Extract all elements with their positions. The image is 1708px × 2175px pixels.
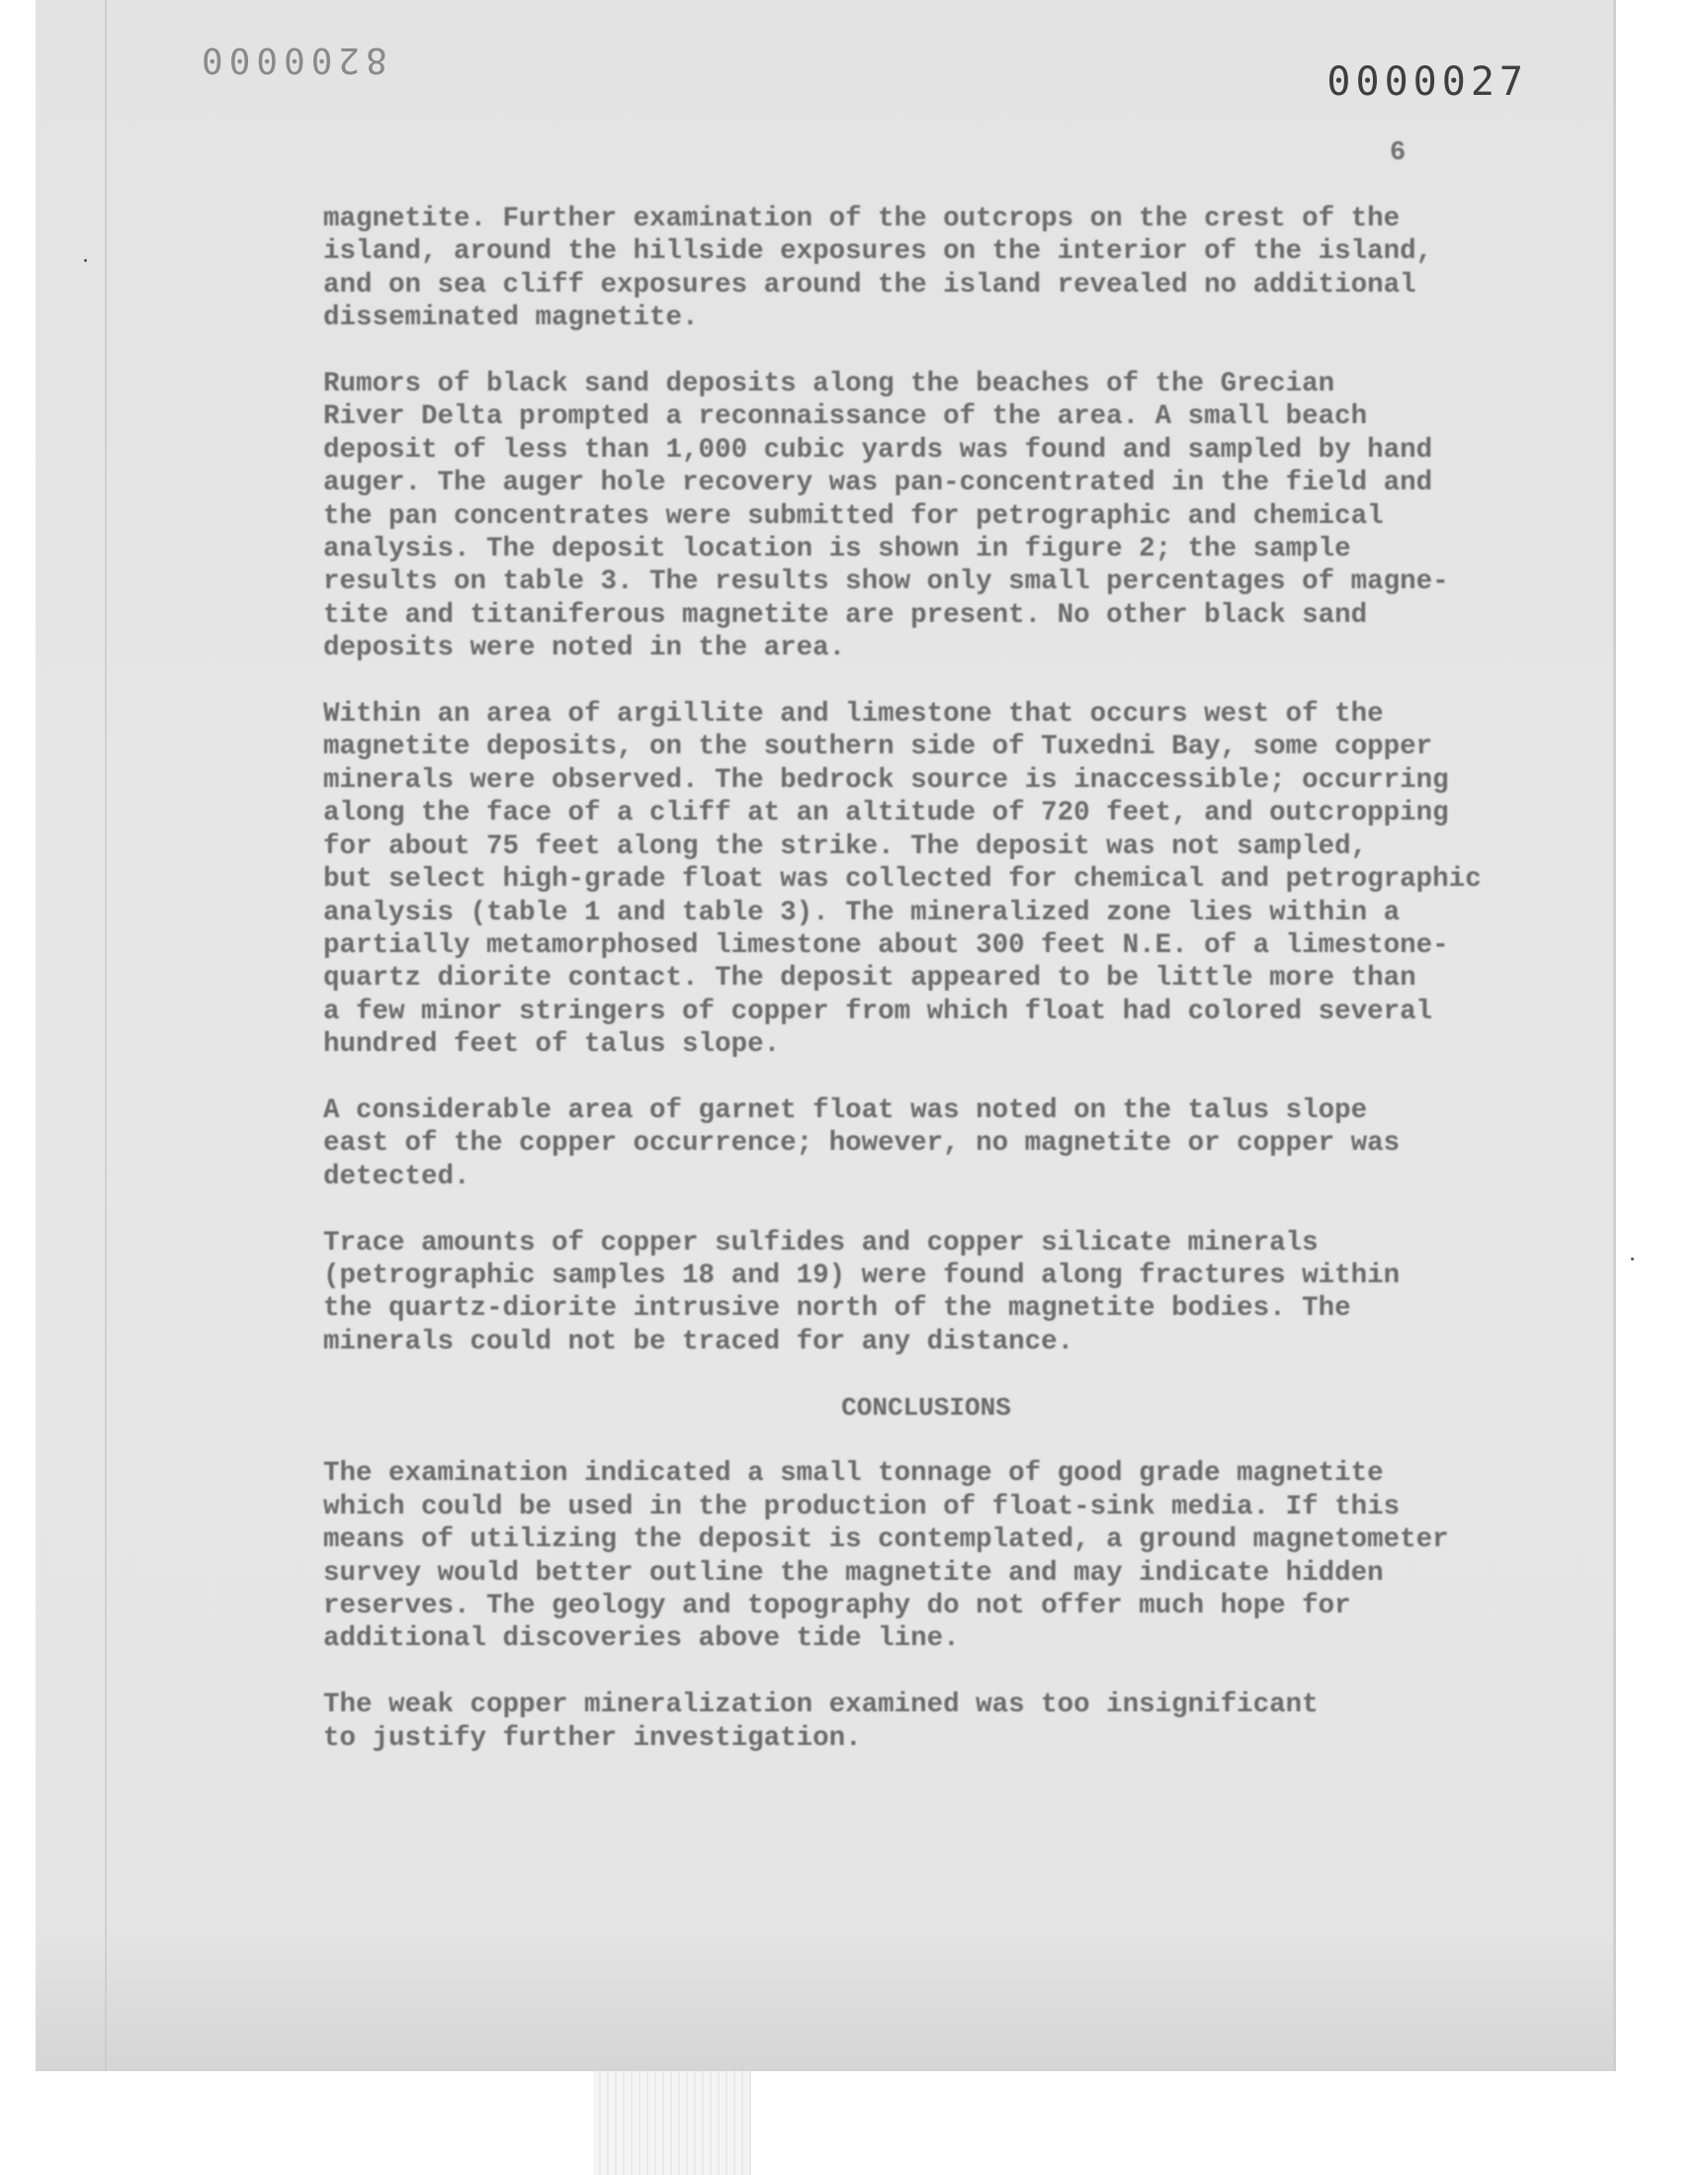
scan-speck	[84, 259, 87, 262]
paragraph-conclusion-copper: The weak copper mineralization examined was too insignificant to justify further investigation.	[323, 1690, 1319, 1754]
page-number: 6	[1390, 138, 1407, 168]
paragraph-trace-copper: Trace amounts of copper sulfides and copper silicate minerals (petrographic samples 18 and 19) were found along fractures within the quartz-diorite intrusive north of the magnetite bodies. The minerals could not be traced for any distance.	[323, 1227, 1401, 1357]
paragraph-magnetite-examination: magnetite. Further examination of the outcrops on the crest of the island, around the hillside exposures on the interior of the island, and on sea cliff exposures around the island revealed no additional disseminated magnetite.	[323, 204, 1433, 334]
paragraph-black-sand: Rumors of black sand deposits along the beaches of the Grecian River Delta prompted a reconnaissance of the area. A small beach deposit of less than 1,000 cubic yards was found and sampled by hand auger. The auger hole recovery was pan-concentrated in the field and the pan concentrates were submitted for petrographic and chemical analysis. The deposit location is shown in figure 2; the sample results on table 3. The results show only small percentages of magne- tite and titaniferous magnetite are present. No other black sand deposits were noted in the area.	[323, 369, 1449, 664]
report-body	[323, 203, 1490, 1787]
page-binding-shadow	[105, 0, 107, 2071]
paragraph-garnet-float: A considerable area of garnet float was noted on the talus slope east of the copper occurrence; however, no magnetite or copper was detected.	[323, 1094, 1401, 1192]
document-number-stamp: 0000027	[1326, 59, 1528, 105]
scan-speck	[1631, 1258, 1634, 1261]
scan-shading	[36, 1923, 1613, 2071]
paragraph-conclusion-magnetite: The examination indicated a small tonnage of good grade magnetite which could be used in the production of float-sink media. If this means of utilizing the deposit is contemplated, a ground magnetometer survey would better outline the magnetite and may indicate hidden reserves. The geology and topography do not offer much hope for additional discoveries above tide line.	[323, 1458, 1449, 1655]
paragraph-copper-minerals: Within an area of argillite and limestone that occurs west of the magnetite deposits, on the southern side of Tuxedni Bay, some copper minerals were observed. The bedrock source is inaccessible; occurring along the face of a cliff at an altitude of 720 feet, and outcropping for about 75 feet along the strike. The deposit was not sampled, but select high-grade float was collected for chemical and petrographic analysis (table 1 and table 3). The mineralized zone lies within a partially metamorphosed limestone about 300 feet N.E. of a limestone- quartz diorite contact. The deposit appeared to be little more than a few minor stringers of copper from which float had colored several hundred feet of talus slope.	[323, 699, 1482, 1061]
document-number-stamp-mirrored: 8200000	[196, 40, 387, 80]
conclusions-heading: CONCLUSIONS	[841, 1392, 1011, 1423]
scanner-artifact	[593, 2071, 751, 2175]
